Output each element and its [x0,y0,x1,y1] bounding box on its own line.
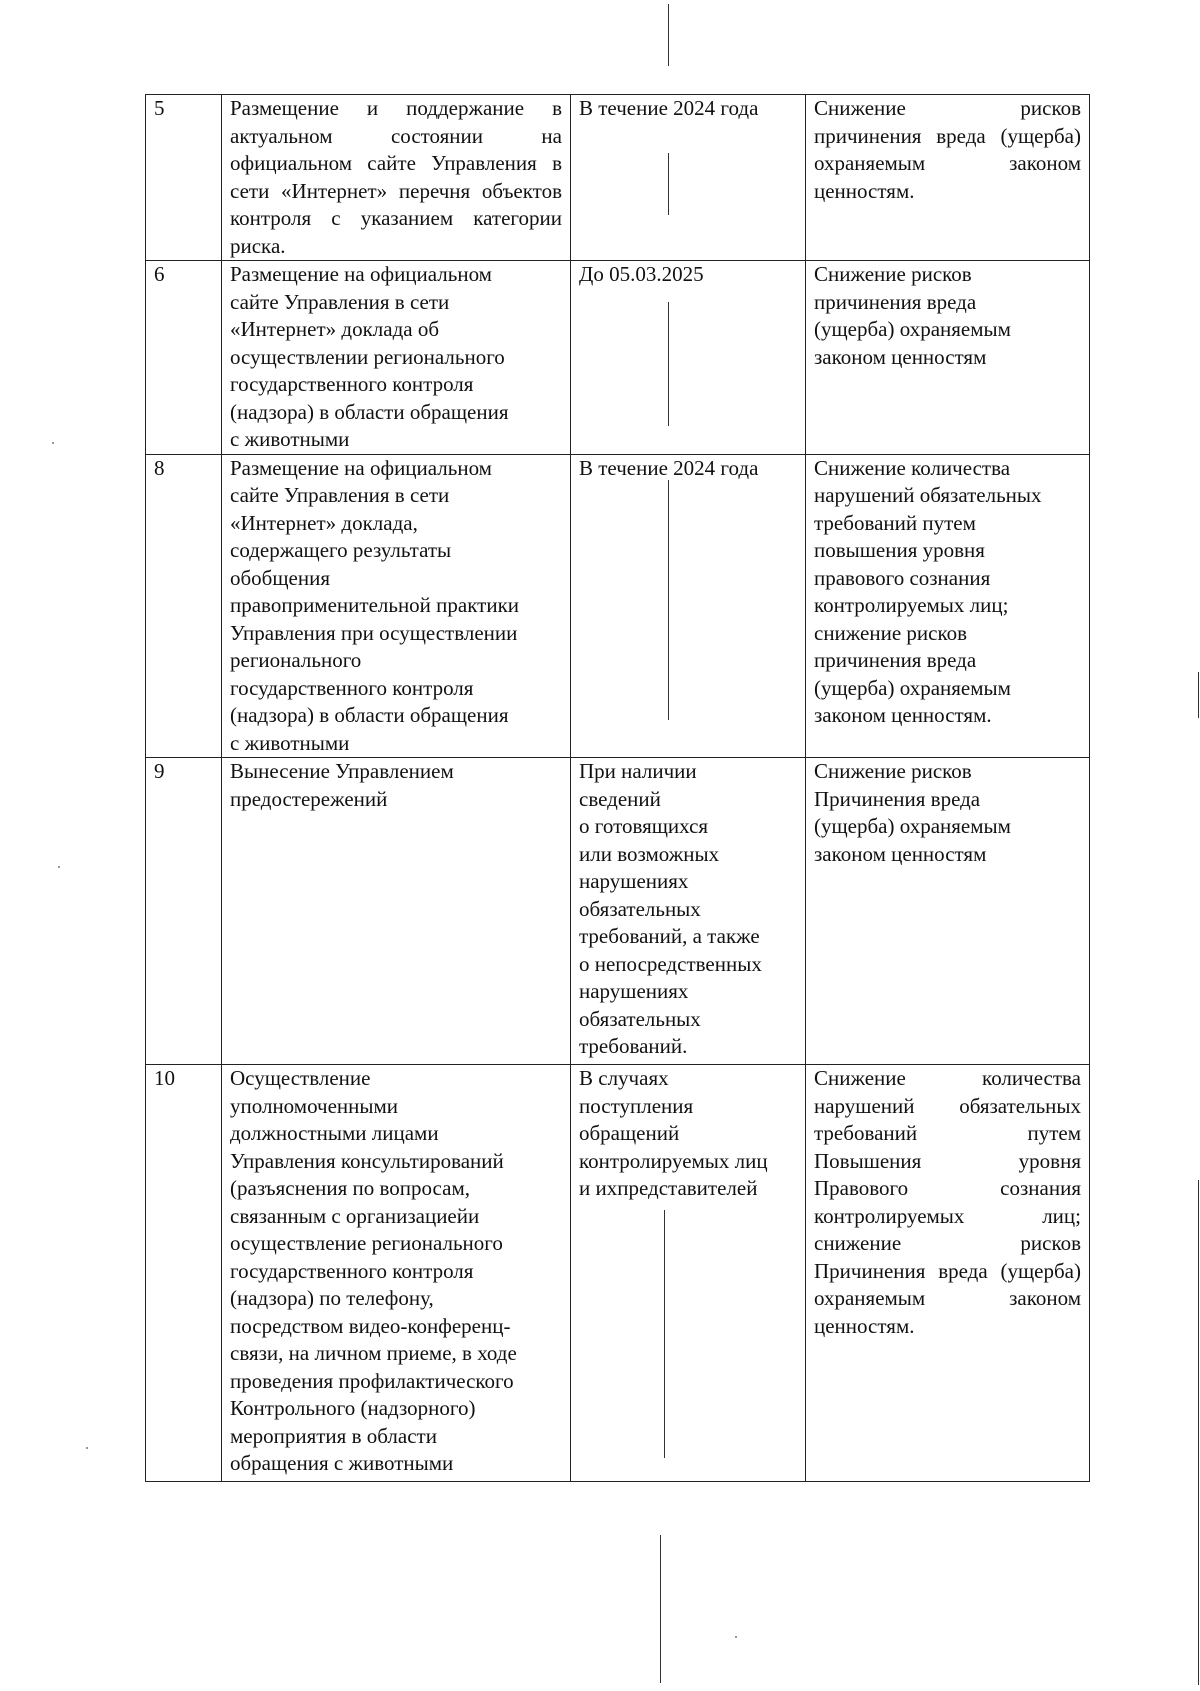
result-cell: Снижение рисков причинения вреда (ущерба) охраняемым законом ценностям [806,261,1090,455]
row-number: 5 [146,95,222,261]
scan-line-right [1198,1180,1199,1685]
result-cell: Снижение рисков причинения вреда (ущерба) охраняемым законом ценностям. [806,95,1090,261]
action-cell: Вынесение Управлением предостережений [222,758,571,1065]
row-number: 10 [146,1065,222,1482]
action-cell: Осуществление уполномоченными должностными лицами Управления консультирований (разъяснения по вопросам, связанным с организациейи осуществление регионального государственного контроля (надзора) по телефону, посредством видео-конференц- связи, на личном приеме, в ходе проведения профилактического Контрольного (надзорного) мероприятия в области обращения с животными [222,1065,571,1482]
row-number: 9 [146,758,222,1065]
table-row [146,1065,1090,1482]
scan-speck [86,1447,88,1449]
term-cell: В течение 2024 года [571,454,806,758]
measures-table [145,94,1090,1482]
table-row [146,95,1090,261]
result-cell: Снижение количества нарушений обязательных требований путем Повышения уровня Правового сознания контролируемых лиц; снижение рисков Причинения вреда (ущерба) охраняемым законом ценностям. [806,1065,1090,1482]
term-cell: В течение 2024 года [571,95,806,261]
action-cell: Размещение и поддержание в актуальном состоянии на официальном сайте Управления в сети «Интернет» перечня объектов контроля с указанием категории риска. [222,95,571,261]
row-number: 8 [146,454,222,758]
scan-line-bottom [660,1535,661,1683]
term-cell: При наличии сведений о готовящихся или возможных нарушениях обязательных требований, а также о непосредственных нарушениях обязательных требований. [571,758,806,1065]
table-row [146,261,1090,455]
term-cell: В случаях поступления обращений контролируемых лиц и ихпредставителей [571,1065,806,1482]
table-row [146,758,1090,1065]
action-cell: Размещение на официальном сайте Управления в сети «Интернет» доклада, содержащего результаты обобщения правоприменительной практики Управления при осуществлении регионального государственного контроля (надзора) в области обращения с животными [222,454,571,758]
result-cell: Снижение количества нарушений обязательных требований путем повышения уровня правового сознания контролируемых лиц; снижение рисков причинения вреда (ущерба) охраняемым законом ценностям. [806,454,1090,758]
table-row [146,454,1090,758]
scan-speck [58,866,60,868]
result-cell: Снижение рисков Причинения вреда (ущерба) охраняемым законом ценностям [806,758,1090,1065]
action-cell: Размещение на официальном сайте Управления в сети «Интернет» доклада об осуществлении регионального государственного контроля (надзора) в области обращения с животными [222,261,571,455]
row-number: 6 [146,261,222,455]
term-cell: До 05.03.2025 [571,261,806,455]
scan-speck [735,1636,737,1638]
scan-line-top [668,4,669,66]
scan-tick-right [1198,672,1199,718]
scan-speck [52,442,54,444]
